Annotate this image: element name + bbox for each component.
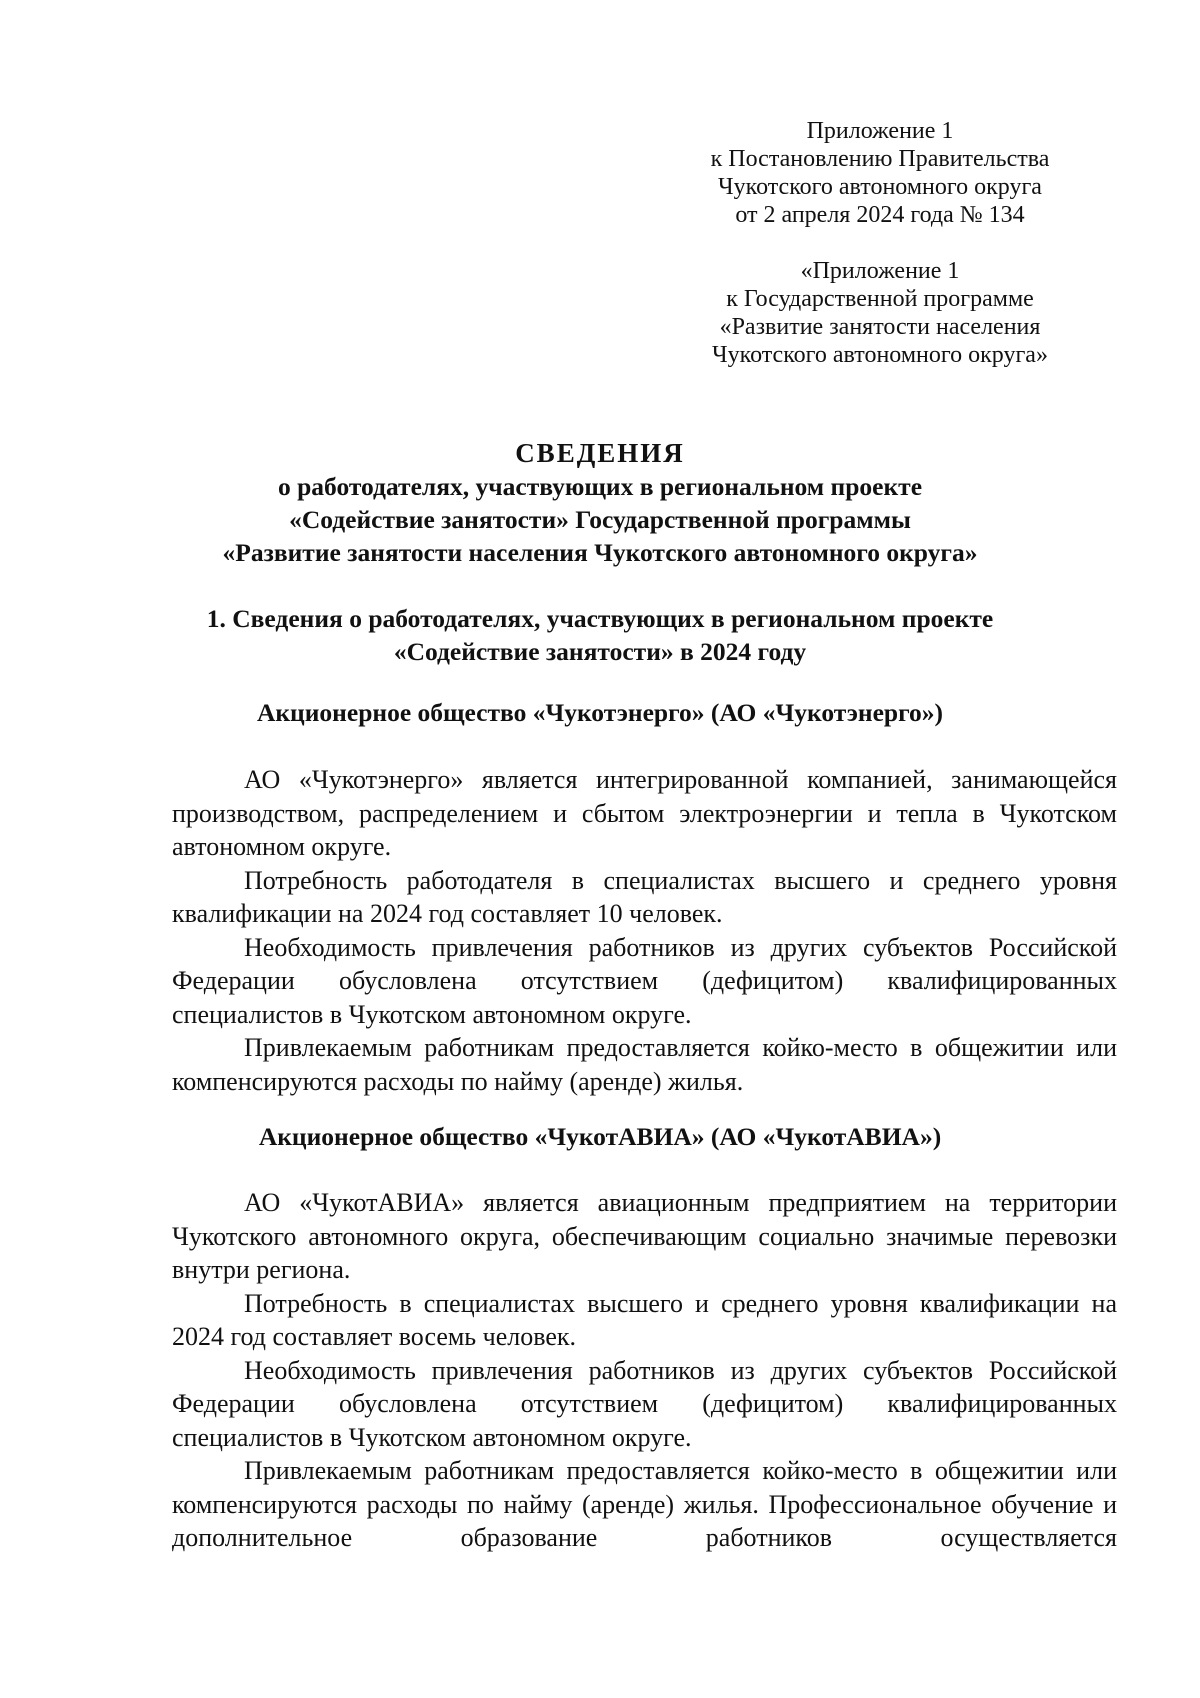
paragraph: АО «ЧукотАВИА» является авиационным предприятием на территории Чукотского автономного округа, обеспечивающим социально значимые перевозки внутри региона. bbox=[172, 1188, 1117, 1284]
title-main: СВЕДЕНИЯ bbox=[515, 438, 685, 468]
annex-header bbox=[700, 117, 1060, 229]
annex-line: к Постановлению Правительства bbox=[710, 146, 1050, 172]
paragraph: Необходимость привлечения работников из других субъектов Российской Федерации обусловлена отсутствием (дефицитом) квалифицированных специалистов в Чукотском автономном округе. bbox=[172, 932, 1117, 1029]
program-annex-line: «Развитие занятости населения bbox=[719, 314, 1041, 340]
annex-line: от 2 апреля 2024 года № 134 bbox=[735, 202, 1025, 228]
employer-heading: Акционерное общество «ЧукотАВИА» (АО «ЧукотАВИА») bbox=[258, 1122, 942, 1151]
paragraph: Необходимость привлечения работников из других субъектов Российской Федерации обусловлена отсутствием (дефицитом) квалифицированных специалистов в Чукотском автономном округе. bbox=[172, 1355, 1117, 1452]
program-annex-line: к Государственной программе bbox=[726, 286, 1034, 312]
program-annex-line: «Приложение 1 bbox=[800, 258, 960, 284]
paragraph: Привлекаемым работникам предоставляется койко-место в общежитии или компенсируются расходы по найму (аренде) жилья. Профессиональное обучение и дополнительное образование работников осуществляется bbox=[172, 1456, 1117, 1552]
paragraph: Потребность работодателя в специалистах высшего и среднего уровня квалификации на 2024 год составляет 10 человек. bbox=[172, 865, 1117, 928]
employer-heading: Акционерное общество «Чукотэнерго» (АО «Чукотэнерго») bbox=[256, 698, 944, 727]
program-annex-line: Чукотского автономного округа» bbox=[712, 342, 1048, 368]
paragraph: АО «Чукотэнерго» является интегрированной компанией, занимающейся производством, распределением и сбытом электроэнергии и тепла в Чукотском автономном округе. bbox=[172, 765, 1117, 861]
title-line: «Содействие занятости» Государственной программы bbox=[289, 505, 911, 534]
employer-description bbox=[172, 1186, 1117, 1555]
paragraph: Привлекаемым работникам предоставляется койко-место в общежитии или компенсируются расходы по найму (аренде) жилья. bbox=[172, 1033, 1117, 1096]
document-title bbox=[140, 437, 1060, 569]
title-line: «Развитие занятости населения Чукотского автономного округа» bbox=[222, 538, 978, 567]
paragraph: Потребность в специалистах высшего и среднего уровня квалификации на 2024 год составляет восемь человек. bbox=[172, 1288, 1117, 1351]
annex-line: Приложение 1 bbox=[806, 118, 954, 144]
employer-description bbox=[172, 763, 1117, 1098]
section-heading-line: 1. Сведения о работодателях, участвующих в региональном проекте bbox=[206, 604, 994, 633]
annex-line: Чукотского автономного округа bbox=[718, 174, 1042, 200]
program-annex-header bbox=[700, 257, 1060, 369]
title-line: о работодателях, участвующих в региональном проекте bbox=[277, 472, 923, 501]
section-heading-line: «Содействие занятости» в 2024 году bbox=[393, 637, 807, 666]
section-heading bbox=[140, 602, 1060, 668]
